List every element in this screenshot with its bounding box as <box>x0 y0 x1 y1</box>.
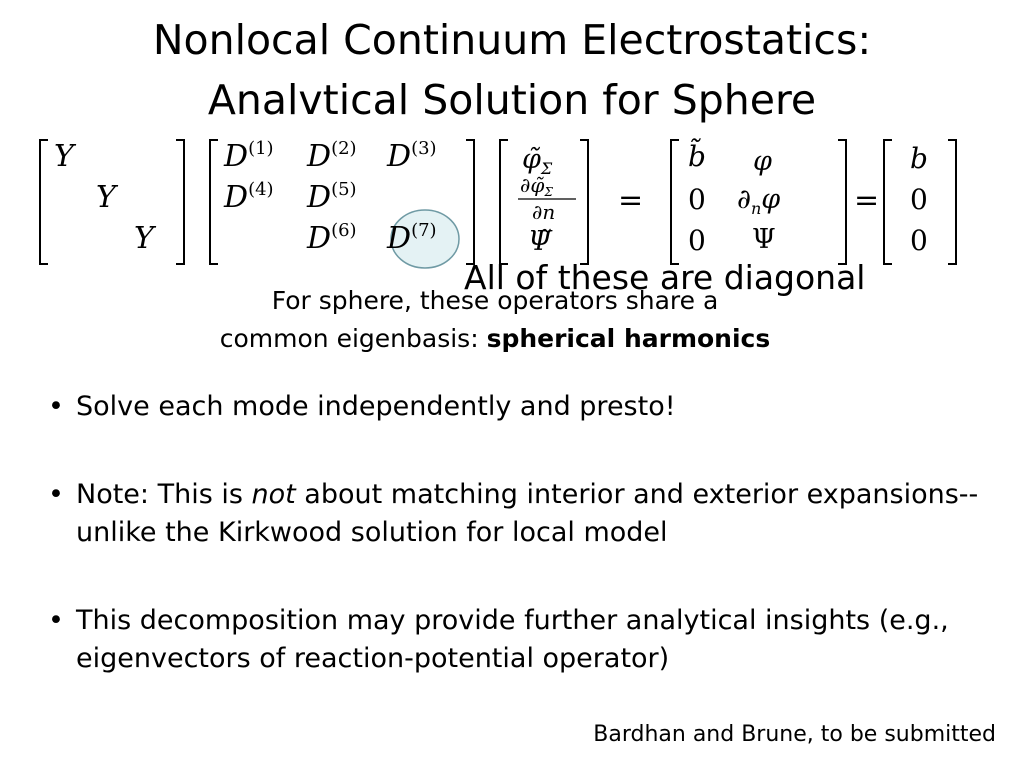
vector-entry: Ψ̃ <box>528 226 552 257</box>
bracket-left <box>210 140 218 264</box>
slide-title <box>0 10 1024 130</box>
matrix-entry: Y <box>96 180 116 215</box>
bracket-left <box>500 140 508 264</box>
matrix-entry: $D^{(3)}$ <box>387 138 437 174</box>
bracket-right <box>176 140 184 264</box>
bracket-left <box>40 140 48 264</box>
bracket-right <box>838 140 846 264</box>
matrix-entry: Y <box>54 139 74 174</box>
eigenbasis-caption <box>0 282 990 358</box>
bullet-list <box>46 388 1006 728</box>
vector-entry: $\varphĩ_\Sigma$ <box>522 144 553 178</box>
bullet-item <box>46 388 1006 426</box>
bullet-text-prefix: Note: This is <box>76 479 252 510</box>
vector-entry: b̃ <box>688 140 706 173</box>
matrix-entry: $D^{(1)}$ <box>224 138 274 174</box>
caption-emphasis: spherical harmonics <box>486 324 771 353</box>
vector-entry: b <box>910 142 928 175</box>
bracket-right <box>466 140 474 264</box>
vector-entry: ∂n <box>532 200 556 224</box>
vector-entry: 0 <box>688 183 706 216</box>
caption-prefix: common eigenbasis: <box>219 324 487 353</box>
bullet-item <box>46 602 1006 678</box>
bracket-left <box>671 140 679 264</box>
matrix-equation <box>28 128 968 274</box>
matrix-entry: $D^{(7)}$ <box>387 220 437 256</box>
vector-entry: 0 <box>910 183 928 216</box>
bullet-text-suffix: about matching interior and exterior expansions--unlike the Kirkwood solution for local model <box>76 479 979 548</box>
vector-entry: φ <box>753 146 772 177</box>
vector-entry: $\partial_n\varphi$ <box>737 184 781 218</box>
matrix-entry: $D^{(5)}$ <box>307 179 357 215</box>
vector-entry: Ψ <box>752 224 776 255</box>
equals-sign: = <box>618 183 644 218</box>
bracket-right <box>948 140 956 264</box>
vector-entry: $\partial\varphĩ_\Sigma$ <box>520 173 553 199</box>
matrix-entry: $D^{(4)}$ <box>224 179 274 215</box>
bracket-right <box>580 140 588 264</box>
matrix-entry: $D^{(2)}$ <box>307 138 357 174</box>
title-line-2: Analvtical Solution for Sphere <box>207 76 817 124</box>
bullet-text: Solve each mode independently and presto! <box>76 391 676 422</box>
bullet-emphasis: not <box>251 479 296 510</box>
matrix-entry: $D^{(6)}$ <box>307 220 357 256</box>
equals-sign: = <box>854 183 880 218</box>
bullet-text: This decomposition may provide further analytical insights (e.g., eigenvectors of reaction-potential operator) <box>76 605 949 674</box>
bracket-left <box>884 140 892 264</box>
diagonal-annotation: All of these are diagonal <box>464 258 866 297</box>
vector-entry: 0 <box>688 224 706 257</box>
caption-line-1: For sphere, these operators share a <box>271 286 719 315</box>
matrix-entry: Y <box>134 221 154 256</box>
citation-footer: Bardhan and Brune, to be submitted <box>593 722 996 747</box>
caption-line-2 <box>0 320 990 358</box>
bullet-item <box>46 476 1006 552</box>
title-line-1: Nonlocal Continuum Electrostatics: <box>152 16 872 64</box>
vector-entry: 0 <box>910 224 928 257</box>
